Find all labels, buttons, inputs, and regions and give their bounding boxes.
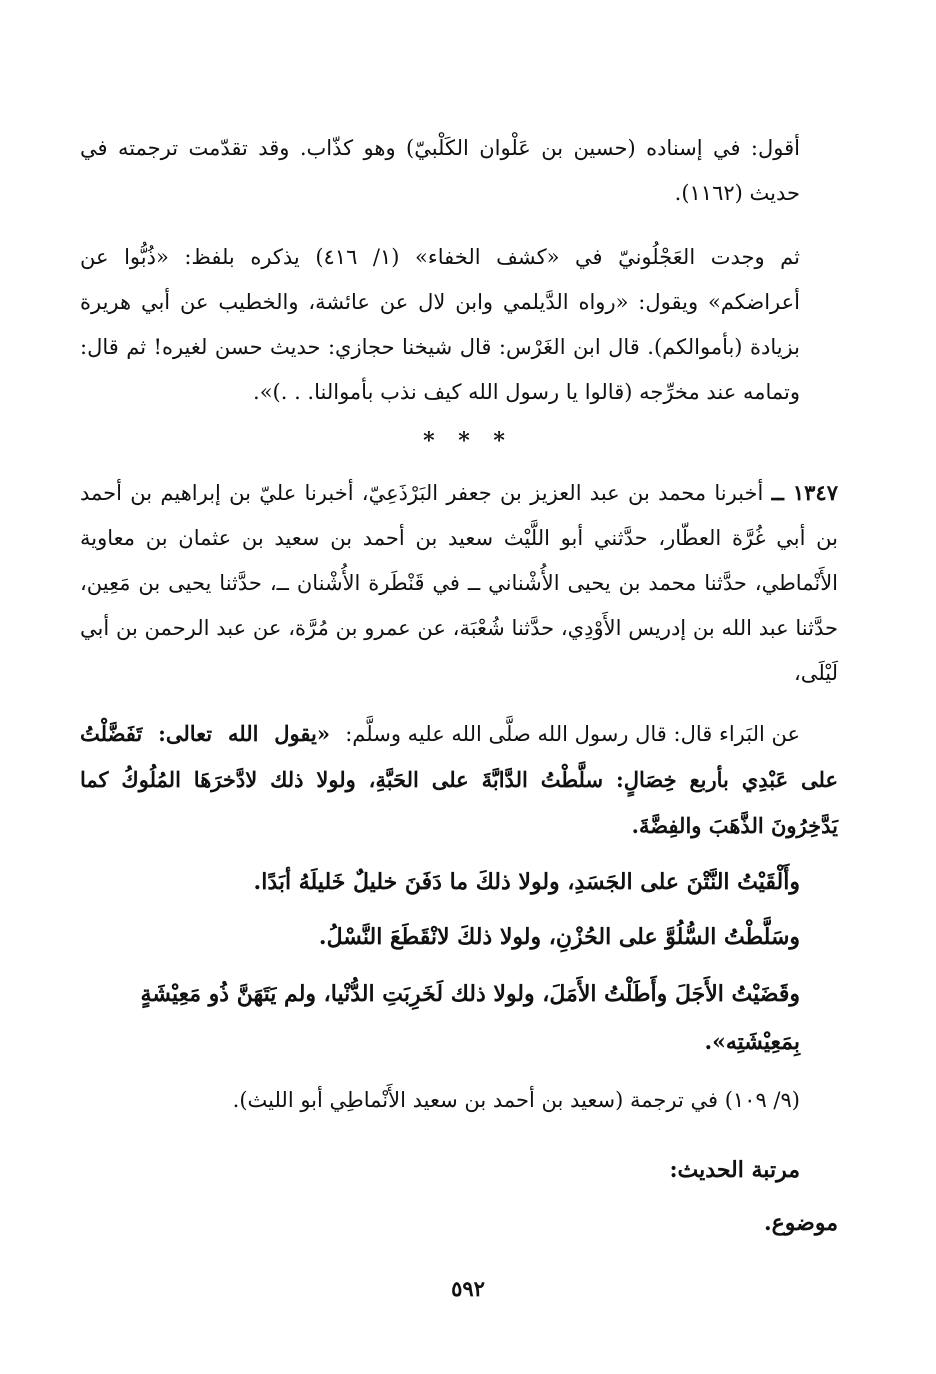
- grade-value: [80, 1203, 838, 1243]
- citation-text: ثم وجدت العَجْلُونيّ في «كشف الخفاء» (١/ ٤١٦) يذكره بلفظ: «ذُبُّوا عن أعراضكم» ويقول: «رواه الدَّيلمي وابن لال عن عائشة، والخطيب عن أبي هريرة بزيادة (بأموالكم). قال ابن الغَرْس: قال شيخنا حجازي: حديث حسن لغيره! ثم قال: وتمامه عند مخرِّجه (قالوا يا رسول الله كيف نذب بأموالنا. . .)».: [80, 245, 800, 404]
- citation-paragraph: [80, 235, 838, 415]
- grade-heading-text: مرتبة الحديث:: [669, 1157, 800, 1183]
- grade-heading: [80, 1150, 838, 1190]
- section-separator: * * *: [423, 428, 513, 454]
- hadith-line-3: [80, 970, 838, 1066]
- matn-hadith: «يقول الله تعالى: تَفَضَّلْتُ على عَبْدِي بأربع خِصَالٍ: سلَّطْتُ الدَّابَّةَ على الحَبَّةِ، ولولا ذلك لادَّخرَهَا المُلُوكُ كما يَدَّخِرُونَ الذَّهَبَ والفِضَّةَ.: [80, 721, 838, 838]
- hadith-line-2: [80, 913, 838, 961]
- grade-value-text: موضوع.: [764, 1210, 838, 1236]
- hadith-line-1: [80, 858, 838, 906]
- comment-paragraph: [80, 126, 838, 216]
- source-reference-text: (٩/ ١٠٩) في ترجمة (سعيد بن أحمد بن سعيد الأَنْماطِي أبو الليث).: [232, 1088, 800, 1112]
- hadith-line-3-text: وقَضَيْتُ الأَجَلَ وأَطَلْتُ الأَمَلَ، ولولا ذلك لَخَرِبَتِ الدُّنْيا، ولم يَتَهَنَّ ذُو مَعِيْشَةٍ بِمَعِيْشَتِه».: [140, 981, 800, 1055]
- hadith-line-1-text: وأَلْقَيْتُ النَّتْنَ على الجَسَدِ، ولولا ذلكَ ما دَفَنَ خليلٌ خَليلَهُ أبَدًا.: [253, 869, 800, 895]
- matn-intro: عن البَراء قال: قال رسول الله صلَّى الله عليه وسلَّم:: [345, 722, 800, 746]
- matn-paragraph: [80, 711, 838, 849]
- isnad-text: أخبرنا محمد بن عبد العزيز بن جعفر البَرْذَعِيّ، أخبرنا عليّ بن إبراهيم بن أحمد بن أبي غُرَّة العطّار، حدَّثني أبو اللَّيْث سعيد بن أحمد بن سعيد بن عثمان بن معاوية الأَنْماطي، حدَّثنا محمد بن يحيى الأُشْناني ــ في قَنْطَرة الأُشْنان ــ، حدَّثنا يحيى بن مَعِين، حدَّثنا عبد الله بن إدريس الأَوْدِي، حدَّثنا شُعْبَة، عن عمرو بن مُرَّة، عن عبد الرحمن بن أبي لَيْلَى،: [80, 481, 838, 685]
- hadith-line-2-text: وسَلَّطْتُ السُّلُوَّ على الحُزْنِ، ولولا ذلكَ لانْقَطَعَ النَّسْلُ.: [318, 924, 800, 950]
- hadith-number: ١٣٤٧ ــ: [771, 480, 838, 505]
- comment-text: أقول: في إسناده (حسين بن عَلْوان الكَلْبيّ) وهو كذّاب. وقد تقدّمت ترجمته في حديث (١١٦٢).: [80, 136, 800, 205]
- source-reference: [80, 1080, 838, 1120]
- page-number: ٥٩٢: [451, 1276, 485, 1301]
- isnad-paragraph: [80, 470, 838, 696]
